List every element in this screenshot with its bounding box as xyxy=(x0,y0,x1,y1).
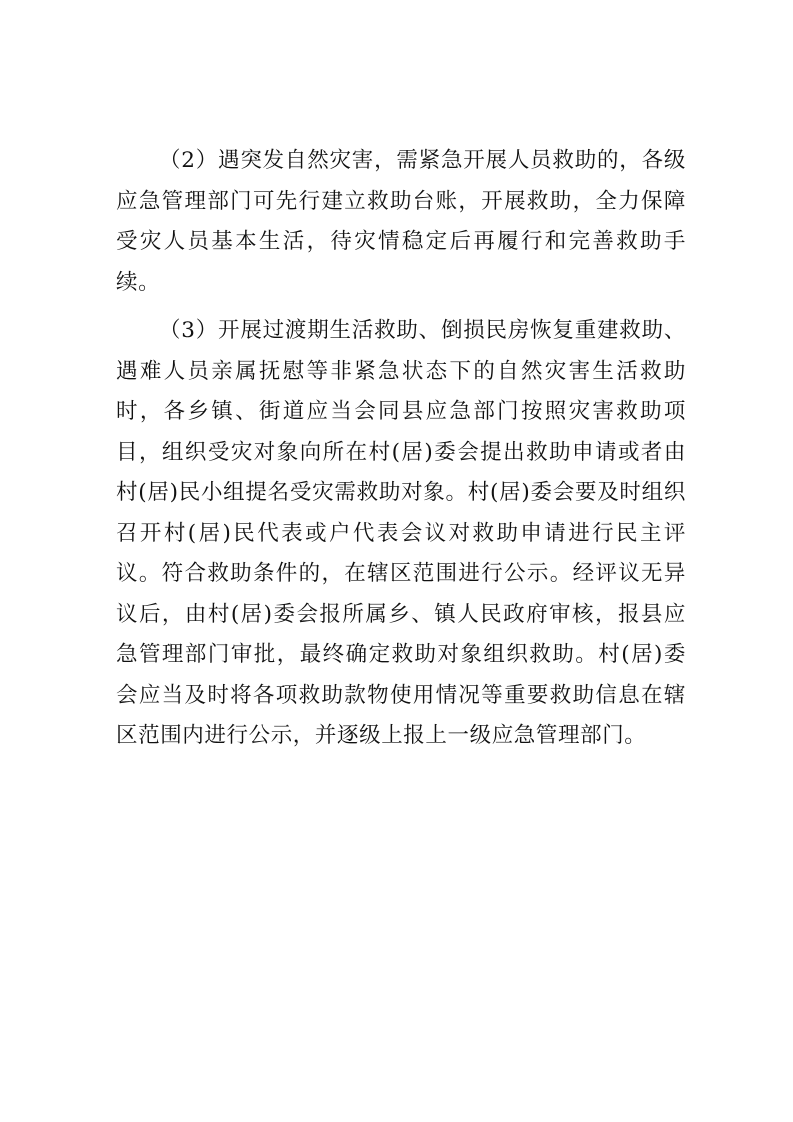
paragraph-item-2: （2）遇突发自然灾害，需紧急开展人员救助的，各级应急管理部门可先行建立救助台账，开展救助，全力保障受灾人员基本生活，待灾情稳定后再履行和完善救助手续。 xyxy=(116,148,686,295)
document-body xyxy=(116,141,686,765)
paragraph-item-3: （3）开展过渡期生活救助、倒损民房恢复重建救助、遇难人员亲属抚慰等非紧急状态下的自然灾害生活救助时，各乡镇、街道应当会同县应急部门按照灾害救助项目，组织受灾对象向所在村(居)委会提出救助申请或者由村(居)民小组提名受灾需救助对象。村(居)委会要及时组织召开村(居)民代表或户代表会议对救助申请进行民主评议。符合救助条件的，在辖区范围进行公示。经评议无异议后，由村(居)委会报所属乡、镇人民政府审核，报县应急管理部门审批，最终确定救助对象组织救助。村(居)委会应当及时将各项救助款物使用情况等重要救助信息在辖区范围内进行公示，并逐级上报上一级应急管理部门。 xyxy=(116,318,686,748)
